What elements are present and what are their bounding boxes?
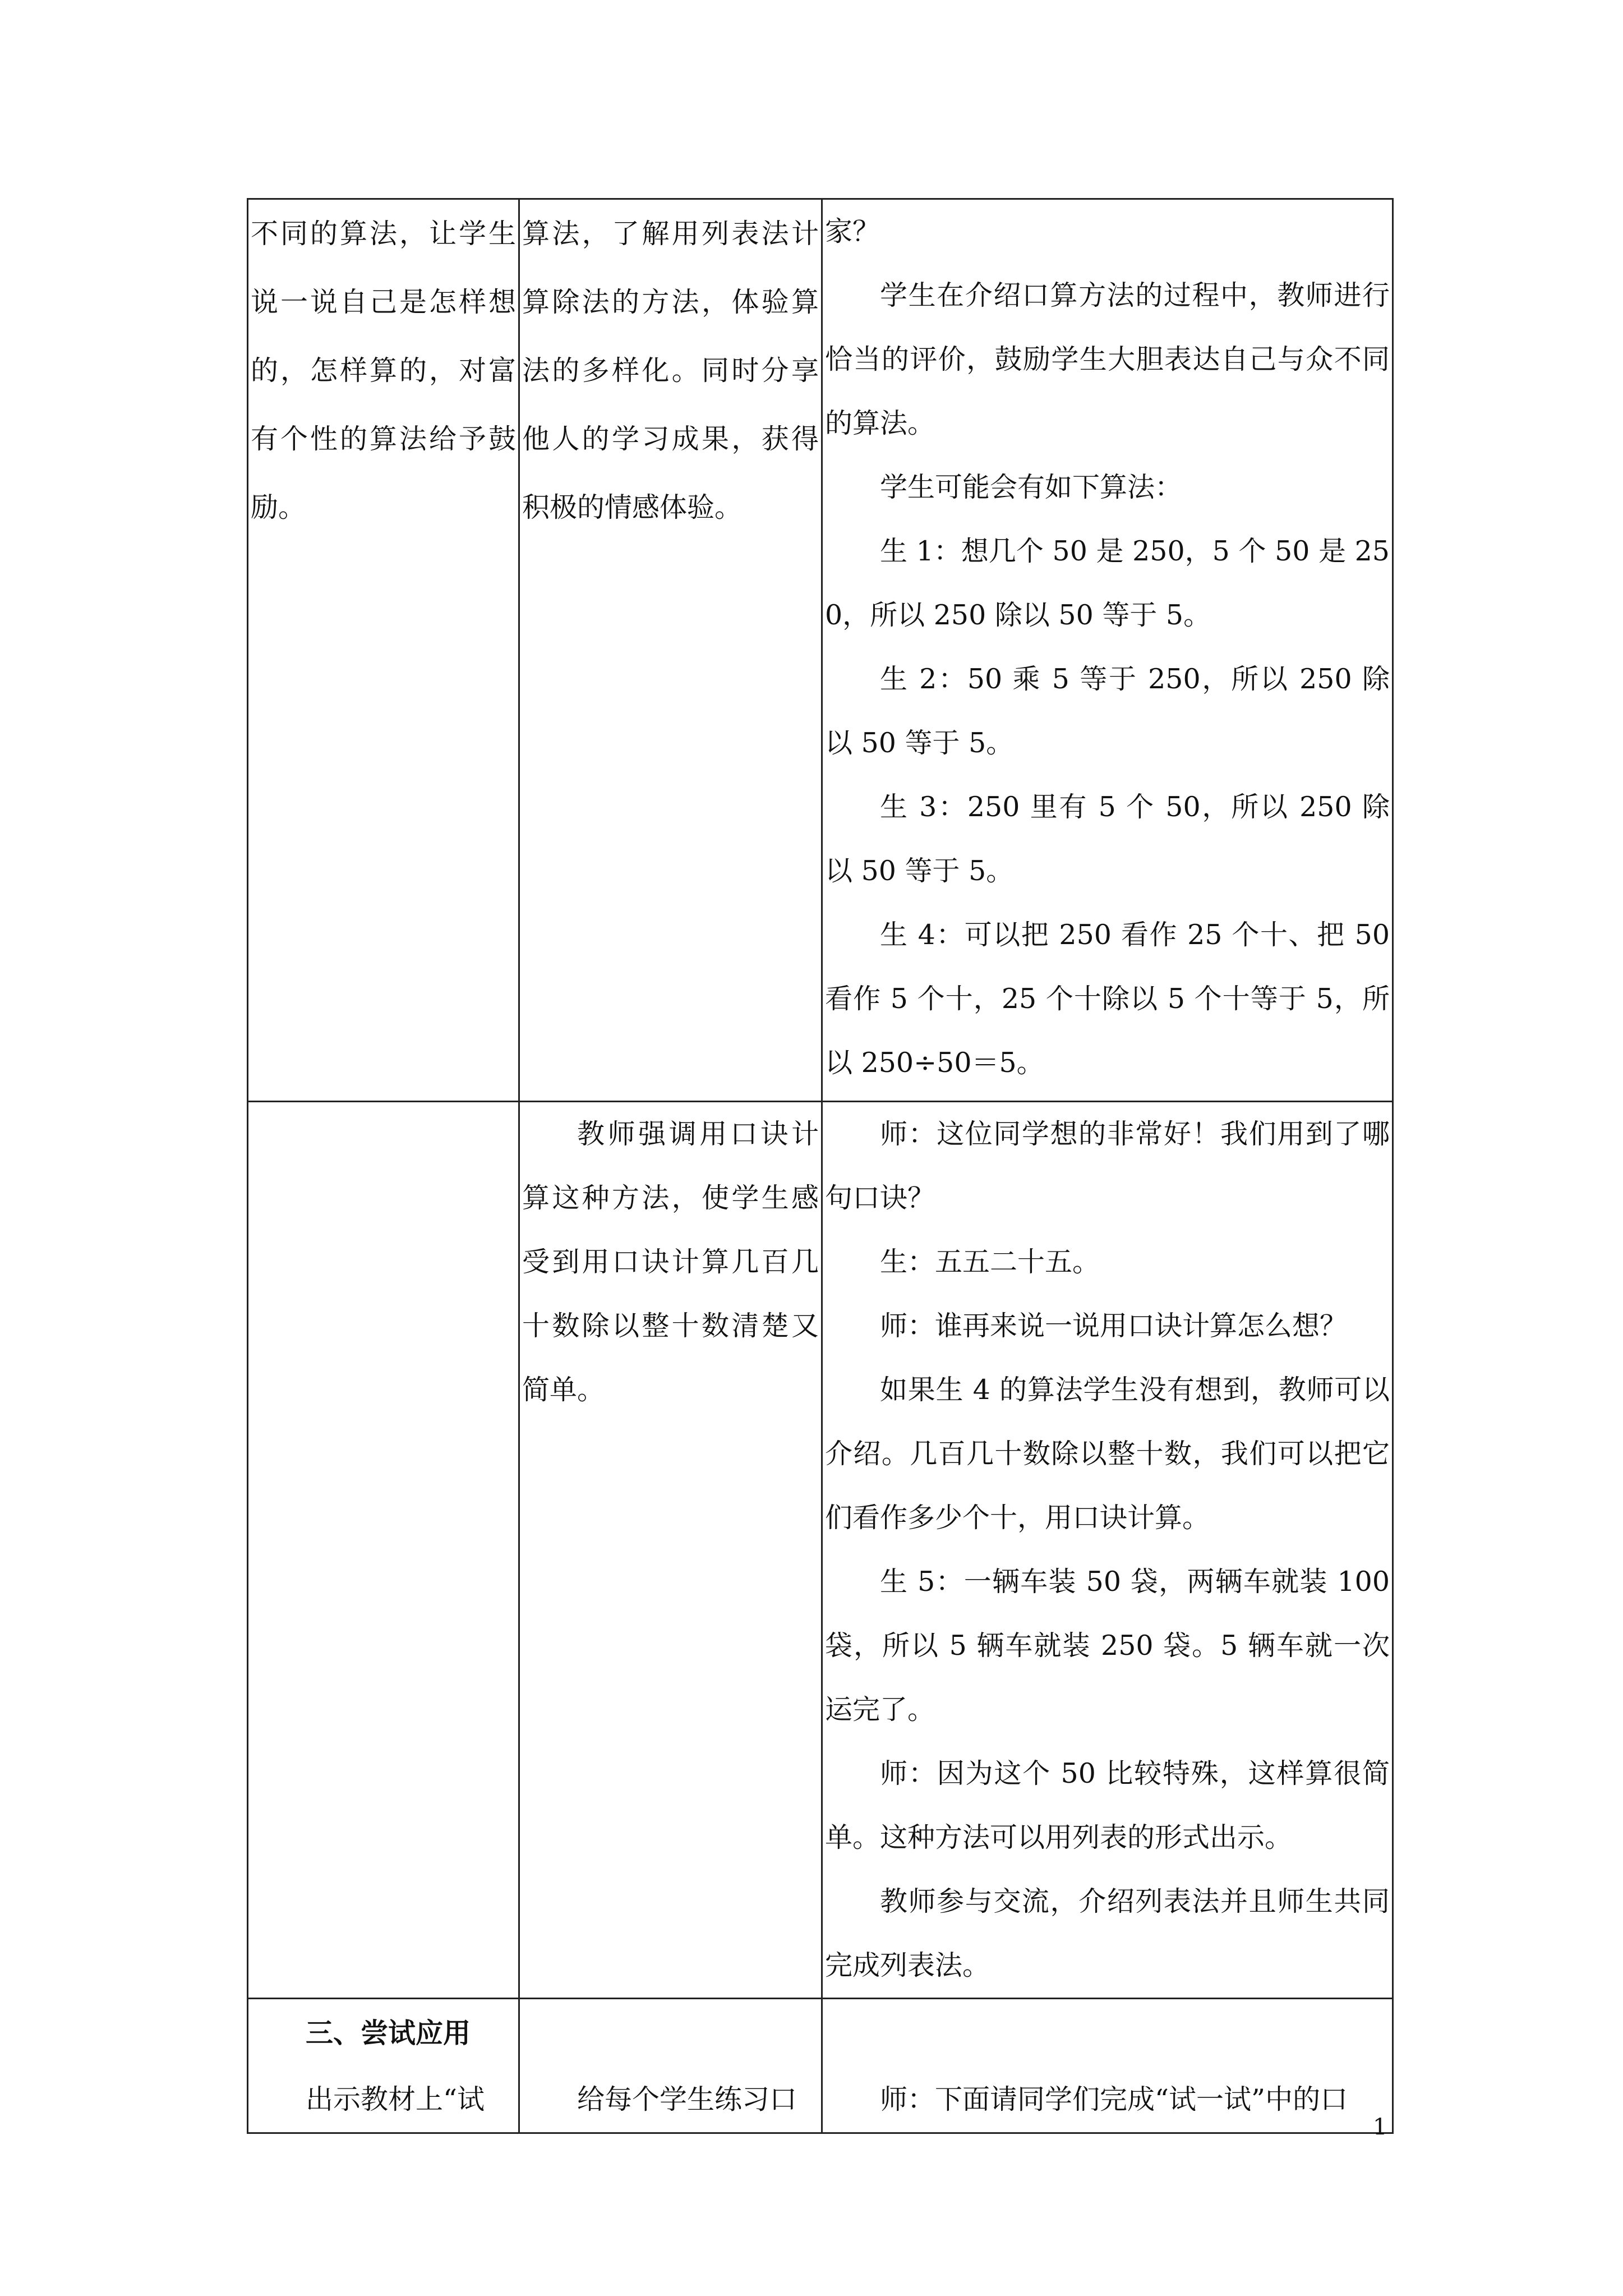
process-cell: [822, 1999, 1393, 2133]
purpose-cell: [519, 199, 822, 1102]
page-number: 1: [1373, 2114, 1387, 2140]
paragraph: 教师参与交流，介绍列表法并且师生共同完成列表法。: [825, 1885, 1390, 1981]
design-intent-cell: [248, 1102, 519, 1999]
lesson-plan-table: [247, 198, 1394, 2134]
paragraph: 生 3：250 里有 5 个 50，所以 250 除以 50 等于 5。: [825, 791, 1390, 887]
cell-text: [825, 1999, 1390, 2068]
cell-text: 算法，了解用列表法计算除法的方法，体验算法的多样化。同时分享他人的学习成果，获得积极的情感体验。: [522, 218, 819, 523]
paragraph: 生 1：想几个 50 是 250，5 个 50 是 250，所以 250 除以 50 等于 5。: [825, 535, 1390, 631]
cell-text: 教师强调用口诀计算这种方法，使学生感受到用口诀计算几百几十数除以整十数清楚又简单。: [522, 1118, 819, 1406]
section-heading: 三、尝试应用: [306, 2017, 471, 2049]
table-row: [248, 199, 1393, 1102]
paragraph: 家？: [825, 215, 880, 247]
paragraph: 学生在介绍口算方法的过程中，教师进行恰当的评价，鼓励学生大胆表达自己与众不同的算法。: [825, 279, 1390, 439]
cell-text: 不同的算法，让学生说一说自己是怎样想的，怎样算的，对富有个性的算法给予鼓励。: [251, 218, 516, 523]
table-row: [248, 1999, 1393, 2133]
cell-text: 出示教材上“试: [306, 2083, 485, 2115]
paragraph: 生 4：可以把 250 看作 25 个十、把 50 看作 5 个十，25 个十除以 5 个十等于 5，所以 250÷50＝5。: [825, 919, 1390, 1079]
paragraph: 师：这位同学想的非常好！我们用到了哪句口诀？: [825, 1118, 1390, 1214]
cell-text: 给每个学生练习口: [577, 2083, 797, 2115]
design-intent-cell: [248, 199, 519, 1102]
paragraph: 师：下面请同学们完成“试一试”中的口: [880, 2083, 1348, 2115]
process-cell: [822, 1102, 1393, 1999]
paragraph: 生：五五二十五。: [880, 1246, 1100, 1278]
paragraph: 学生可能会有如下算法：: [880, 471, 1183, 503]
purpose-cell: [519, 1999, 822, 2133]
table-row: [248, 1102, 1393, 1999]
paragraph: 如果生 4 的算法学生没有想到，教师可以介绍。几百几十数除以整十数，我们可以把它们看作多少个十，用口诀计算。: [825, 1374, 1390, 1534]
paragraph: 生 2：50 乘 5 等于 250，所以 250 除以 50 等于 5。: [825, 663, 1390, 759]
paragraph: 师：因为这个 50 比较特殊，这样算很简单。这种方法可以用列表的形式出示。: [825, 1757, 1390, 1853]
process-cell: [822, 199, 1393, 1102]
design-intent-cell: [248, 1999, 519, 2133]
paragraph: 生 5：一辆车装 50 袋，两辆车就装 100 袋，所以 5 辆车就装 250 袋。5 辆车就一次运完了。: [825, 1566, 1390, 1726]
purpose-cell: [519, 1102, 822, 1999]
cell-text: [522, 1999, 819, 2068]
paragraph: 师：谁再来说一说用口诀计算怎么想？: [880, 1310, 1348, 1342]
